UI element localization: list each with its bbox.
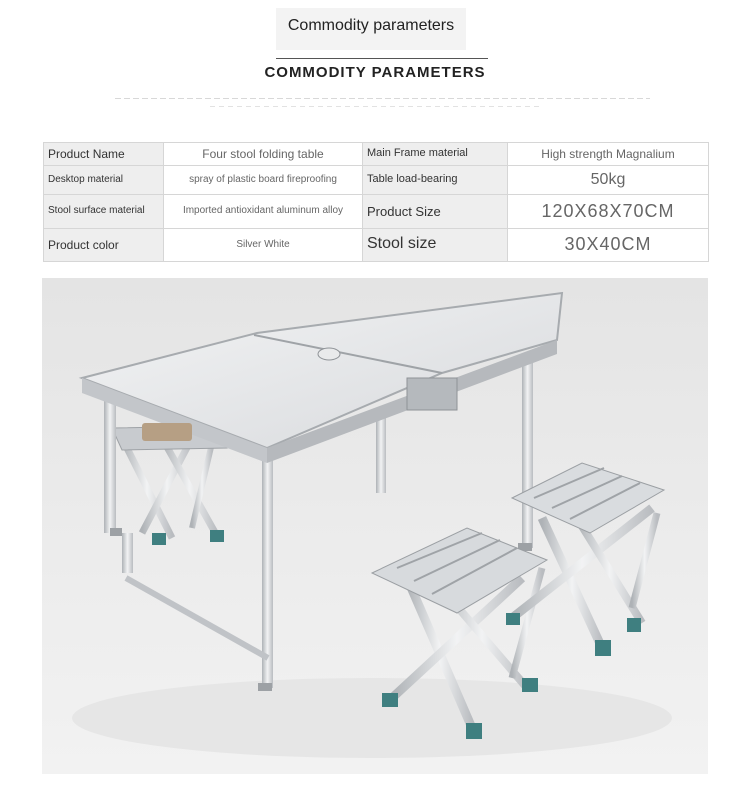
product-photo [42, 278, 708, 774]
param-label: Stool surface material [44, 195, 164, 228]
page-subtitle: COMMODITY PARAMETERS [264, 64, 486, 81]
parameters-table [43, 142, 709, 262]
table-top [82, 293, 562, 463]
param-label: Table load-bearing [363, 165, 508, 195]
table-row [44, 165, 709, 195]
param-value: High strength Magnalium [508, 143, 709, 166]
stool-back-left [112, 426, 227, 545]
page-title: Commodity parameters [287, 17, 455, 34]
param-value: spray of plastic board fireproofing [164, 165, 363, 195]
folding-table-illustration [42, 278, 708, 774]
param-value: 30X40CM [508, 228, 709, 261]
param-label: Stool size [363, 228, 508, 261]
decorative-line [210, 106, 540, 107]
decorative-line [115, 98, 650, 99]
table-row [44, 143, 709, 166]
param-label: Product Size [363, 195, 508, 228]
param-value: Silver White [164, 228, 363, 261]
param-value: 120X68X70CM [508, 195, 709, 228]
table-row [44, 228, 709, 261]
param-value: Four stool folding table [164, 143, 363, 166]
param-value: 50kg [508, 165, 709, 195]
table-row [44, 195, 709, 228]
param-value: Imported antioxidant aluminum alloy [164, 195, 363, 228]
param-label: Main Frame material [363, 143, 508, 166]
title-divider [276, 58, 488, 59]
param-label: Product color [44, 228, 164, 261]
param-label: Product Name [44, 143, 164, 166]
param-label: Desktop material [44, 165, 164, 195]
